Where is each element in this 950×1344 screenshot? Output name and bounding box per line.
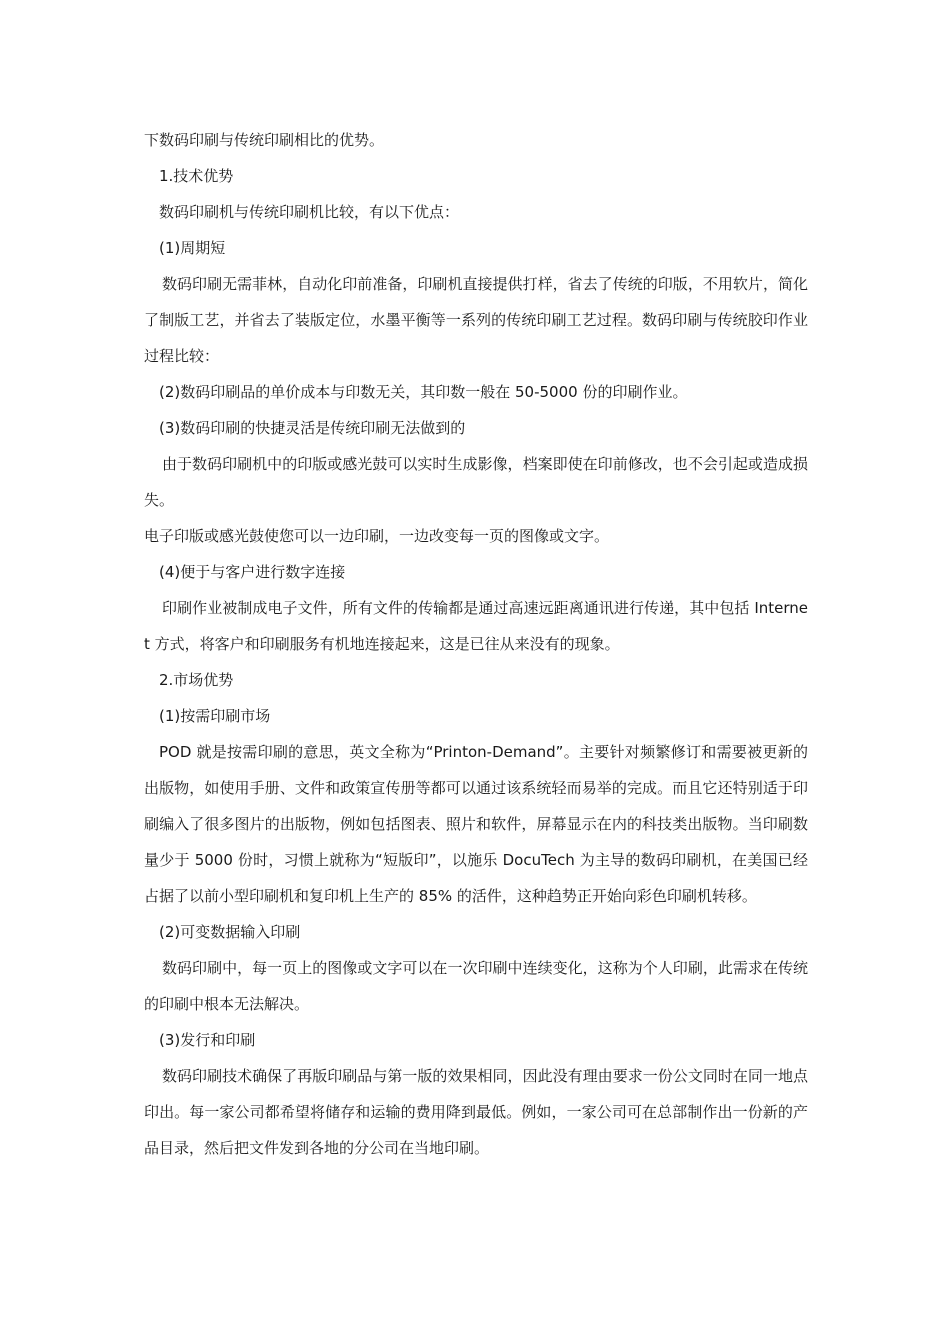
subheading-flexibility: (3)数码印刷的快捷灵活是传统印刷无法做到的 [159,419,466,437]
section-heading-market-advantage: 2.市场优势 [159,671,234,689]
variable-data-paragraph: 数码印刷中，每一页上的图像或文字可以在一次印刷中连续变化，这称为个人印刷，此需求在传统的印刷中根本无法解决。 [144,959,808,1013]
distribution-paragraph: 数码印刷技术确保了再版印刷品与第一版的效果相同，因此没有理由要求一份公文同时在同一地点印出。每一家公司都希望将储存和运输的费用降到最低。例如，一家公司可在总部制作出一份新的产品目录，然后把文件发到各地的分公司在当地印刷。 [144,1067,808,1157]
flexibility-paragraph: 由于数码印刷机中的印版或感光鼓可以实时生成影像，档案即使在印前修改，也不会引起或造成损失。 [144,455,808,509]
tech-intro-paragraph: 数码印刷机与传统印刷机比较，有以下优点： [159,203,460,221]
document-body [144,122,808,1166]
flexibility-paragraph-continued: 电子印版或感光鼓使您可以一边印刷，一边改变每一页的图像或文字。 [144,527,610,545]
short-cycle-paragraph: 数码印刷无需菲林，自动化印前准备，印刷机直接提供打样，省去了传统的印版，不用软片，简化了制版工艺，并省去了装版定位，水墨平衡等一系列的传统印刷工艺过程。数码印刷与传统胶印作业过程比较： [144,275,808,365]
print-on-demand-paragraph: POD 就是按需印刷的意思，英文全称为“Printon-Demand”。主要针对频繁修订和需要被更新的出版物，如使用手册、文件和政策宣传册等都可以通过该系统轻而易举的完成。而且它还特别适于印刷编入了很多图片的出版物，例如包括图表、照片和软件，屏幕显示在内的科技类出版物。当印刷数量少于 5000 份时，习惯上就称为“短版印”，以施乐 DocuTech 为主导的数码印刷机，在美国已经占据了以前小型印刷机和复印机上生产的 85% 的活件，这种趋势正开始向彩色印刷机转移。 [144,743,808,905]
subheading-distribution: (3)发行和印刷 [159,1031,256,1049]
digital-connection-paragraph: 印刷作业被制成电子文件，所有文件的传输都是通过高速远距离通讯进行传递，其中包括 Internet 方式，将客户和印刷服务有机地连接起来，这是已往从来没有的现象。 [144,599,808,653]
subheading-print-on-demand: (1)按需印刷市场 [159,707,271,725]
subheading-digital-connection: (4)便于与客户进行数字连接 [159,563,346,581]
subheading-short-cycle: (1)周期短 [159,239,226,257]
subheading-variable-data: (2)可变数据输入印刷 [159,923,301,941]
section-heading-tech-advantage: 1.技术优势 [159,167,234,185]
intro-paragraph: 下数码印刷与传统印刷相比的优势。 [144,131,385,149]
unit-cost-paragraph: (2)数码印刷品的单价成本与印数无关，其印数一般在 50-5000 份的印刷作业。 [159,383,688,401]
